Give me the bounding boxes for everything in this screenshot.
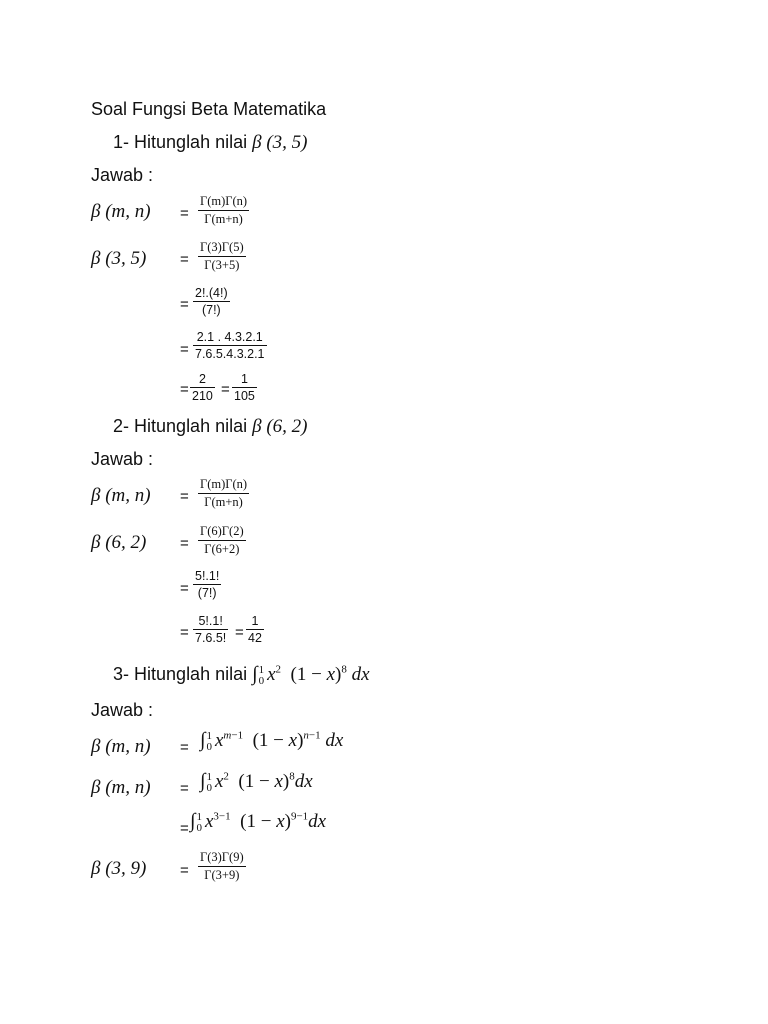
problem-1-prompt: Hitunglah nilai xyxy=(134,132,248,152)
problem-1-lhs-general: β (m, n) xyxy=(91,201,151,222)
equals-sign: = xyxy=(180,820,189,837)
equals-sign: = xyxy=(180,780,189,797)
equals-sign: = xyxy=(180,624,189,641)
problem-2-step1-fraction xyxy=(193,569,221,600)
fraction-denominator: Γ(3+9) xyxy=(204,868,240,882)
fraction-numerator: 2 xyxy=(190,372,215,388)
equals-sign: = xyxy=(235,624,244,641)
fraction-denominator: 105 xyxy=(234,389,255,403)
problem-1-heading xyxy=(113,132,308,154)
page-title: Soal Fungsi Beta Matematika xyxy=(91,99,327,119)
fraction-denominator: (7!) xyxy=(197,586,217,600)
fraction-denominator: Γ(6+2) xyxy=(204,542,240,556)
equals-sign: = xyxy=(180,535,189,552)
problem-1-jawab: Jawab : xyxy=(91,165,154,185)
problem-2-step2-fraction xyxy=(193,614,228,645)
fraction-denominator: 210 xyxy=(192,389,213,403)
problem-2-jawab: Jawab : xyxy=(91,449,154,469)
problem-2-lhs-specific: β (6, 2) xyxy=(91,532,147,553)
equals-sign: = xyxy=(180,205,189,222)
problem-2-substitution-fraction xyxy=(198,524,246,557)
problem-3-jawab: Jawab : xyxy=(91,700,154,720)
problem-3-prompt: Hitunglah nilai xyxy=(134,664,248,684)
fraction-numerator: Γ(6)Γ(2) xyxy=(198,524,246,541)
problem-2-number: 2- xyxy=(113,416,130,436)
equals-sign: = xyxy=(180,341,189,358)
problem-2-prompt: Hitunglah nilai xyxy=(134,416,248,436)
problem-3-integral: ∫ 1 0 $x^2$ $(1 - x)^8$ dx xyxy=(252,663,370,687)
fraction-numerator: Γ(m)Γ(n) xyxy=(198,194,249,211)
problem-1-formula-fraction xyxy=(198,194,249,227)
problem-3-substitution-fraction xyxy=(198,850,246,883)
problem-1-result-fraction xyxy=(232,372,257,403)
problem-1-substitution-fraction xyxy=(198,240,246,273)
equals-sign: = xyxy=(180,862,189,879)
beta-integral-definition: ∫ 1 0 $x^{m-1}$ $(1 - x)^{n-1}$ dx xyxy=(200,729,344,753)
problem-3-lhs-general-2: β (m, n) xyxy=(91,777,151,798)
equals-sign: = xyxy=(180,381,189,398)
equals-sign: = xyxy=(180,251,189,268)
problem-3-integral-given: ∫ 1 0 $x^2$ $(1 - x)^8dx$ xyxy=(200,770,313,794)
problem-3-number: 3- xyxy=(113,664,130,684)
fraction-denominator: 7.6.5! xyxy=(195,631,227,645)
fraction-denominator: (7!) xyxy=(201,303,221,317)
fraction-denominator: Γ(m+n) xyxy=(204,495,243,509)
problem-3-lhs-general: β (m, n) xyxy=(91,736,151,757)
problem-1-target: β (3, 5) xyxy=(252,132,308,153)
problem-3-integral-rewritten: ∫ 1 0 $x^{3-1}$ $(1 - x)^{9-1}dx$ xyxy=(190,810,327,834)
problem-1-step2-fraction xyxy=(193,330,267,361)
equals-sign: = xyxy=(180,488,189,505)
fraction-numerator: 5!.1! xyxy=(193,614,228,630)
fraction-numerator: 1 xyxy=(232,372,257,388)
fraction-numerator: 1 xyxy=(246,614,264,630)
fraction-denominator: 7.6.5.4.3.2.1 xyxy=(195,347,265,361)
problem-3-heading xyxy=(113,663,370,687)
problem-1-step3-fraction xyxy=(190,372,215,403)
equals-sign: = xyxy=(180,580,189,597)
problem-2-heading xyxy=(113,416,308,438)
fraction-denominator: Γ(3+5) xyxy=(204,258,240,272)
fraction-numerator: Γ(3)Γ(5) xyxy=(198,240,246,257)
problem-2-target: β (6, 2) xyxy=(252,416,308,437)
problem-1-number: 1- xyxy=(113,132,130,152)
fraction-denominator: Γ(m+n) xyxy=(204,212,243,226)
fraction-numerator: 2.1 . 4.3.2.1 xyxy=(193,330,267,346)
problem-1-lhs-specific: β (3, 5) xyxy=(91,248,147,269)
equals-sign: = xyxy=(221,381,230,398)
fraction-numerator: Γ(3)Γ(9) xyxy=(198,850,246,867)
fraction-numerator: 2!.(4!) xyxy=(195,286,228,300)
problem-2-formula-fraction xyxy=(198,477,249,510)
equals-sign: = xyxy=(180,739,189,756)
problem-2-result-fraction xyxy=(246,614,264,645)
fraction-numerator: 5!.1! xyxy=(195,569,220,583)
fraction-numerator: Γ(m)Γ(n) xyxy=(198,477,249,494)
fraction-denominator: 42 xyxy=(248,631,262,645)
problem-1-step1-fraction xyxy=(193,286,230,317)
problem-2-lhs-general: β (m, n) xyxy=(91,485,151,506)
equals-sign: = xyxy=(180,296,189,313)
problem-3-lhs-specific: β (3, 9) xyxy=(91,858,147,879)
